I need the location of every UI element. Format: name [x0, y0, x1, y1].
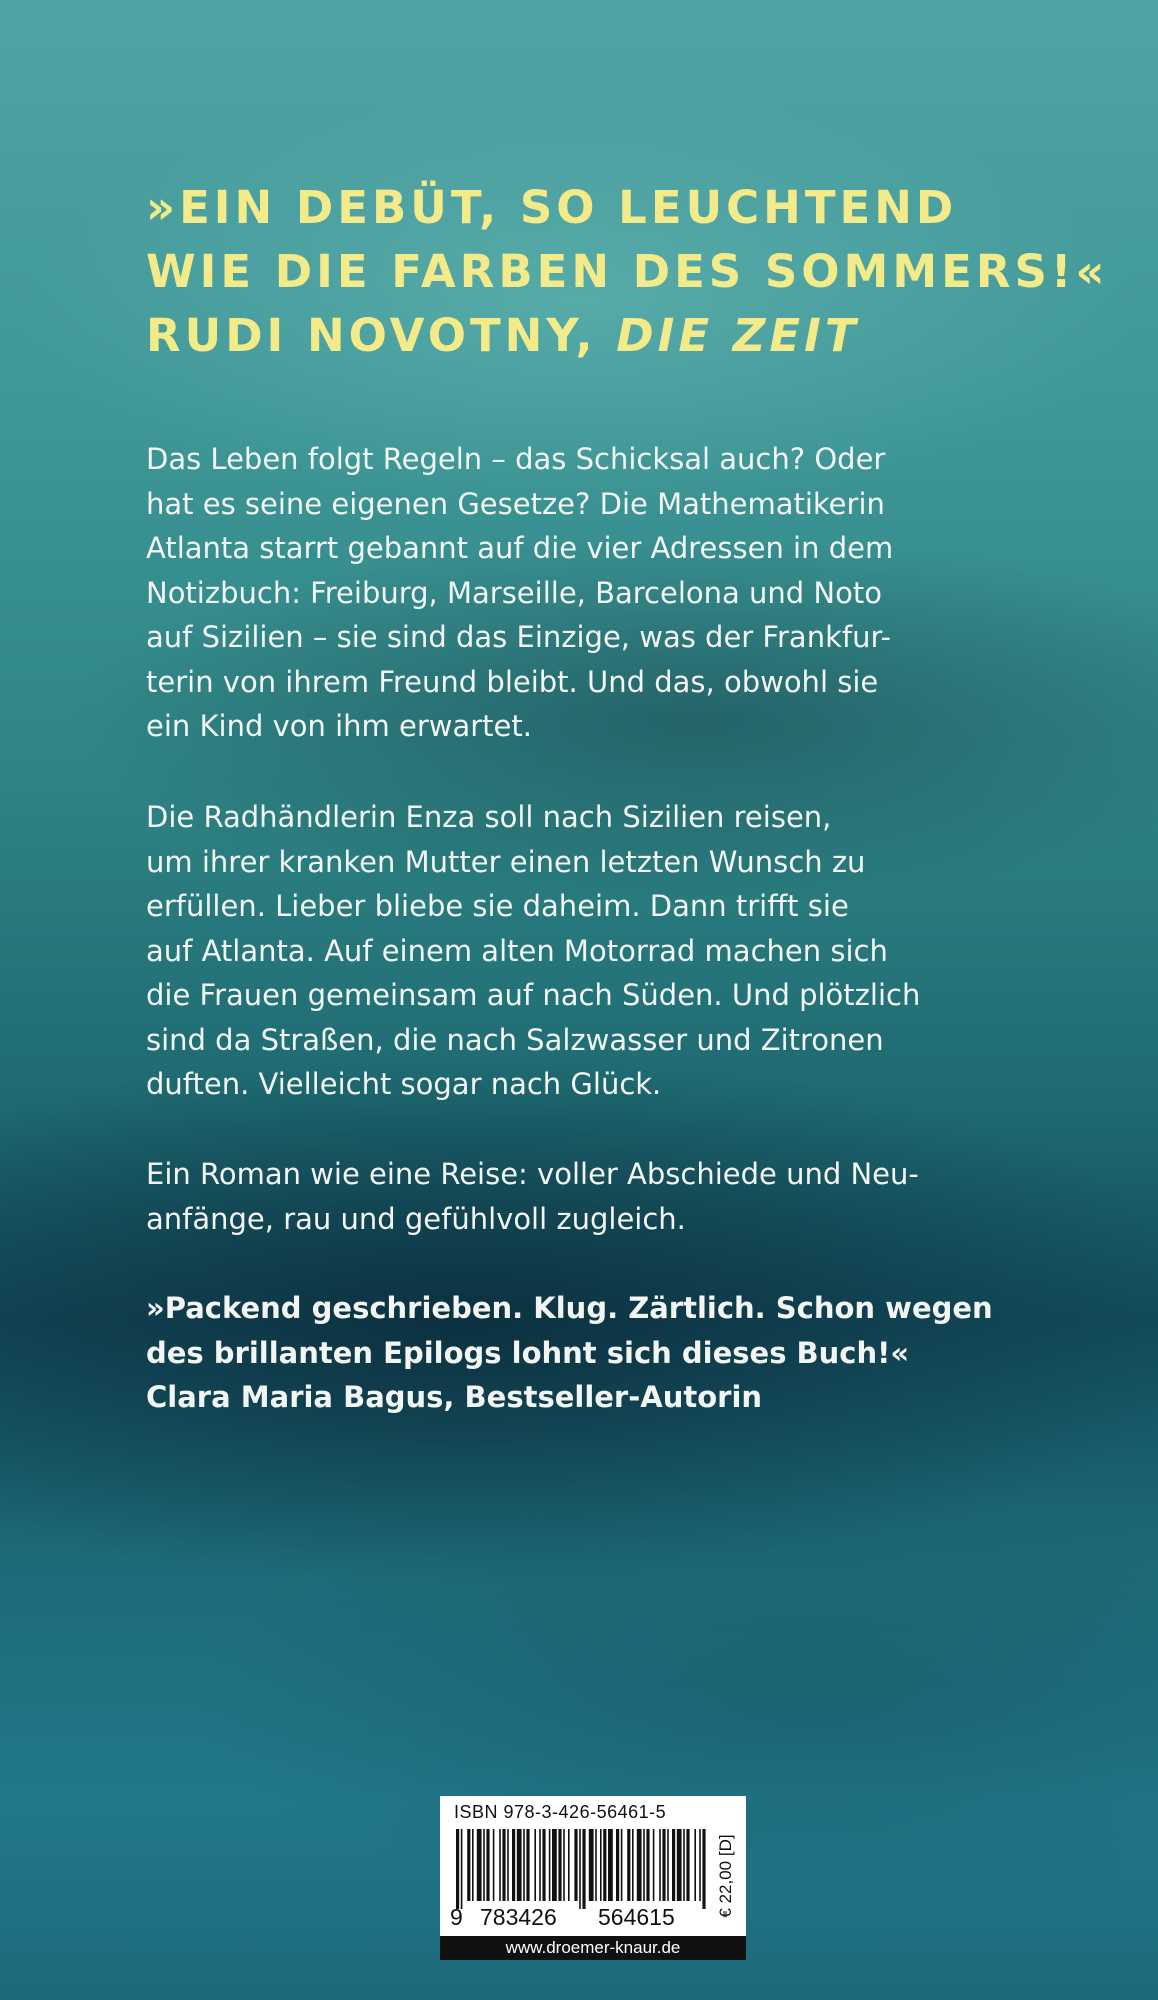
- blurb-line: sind da Straßen, die nach Salzwasser und Zitronen: [146, 1022, 884, 1057]
- barcode-bar: [512, 1829, 515, 1901]
- blurb-paragraph-2: [146, 795, 1046, 1107]
- barcode-bar: [621, 1829, 623, 1901]
- barcode-bar: [699, 1829, 701, 1901]
- isbn-barcode-label: [440, 1796, 746, 1960]
- barcode-bar: [616, 1829, 619, 1901]
- barcode-bar: [456, 1829, 459, 1909]
- blurb-line: terin von ihrem Freund bleibt. Und das, obwohl sie: [146, 664, 879, 699]
- publisher-website: www.droemer-knaur.de: [505, 1938, 681, 1957]
- barcode-bar: [574, 1829, 577, 1901]
- barcode-bar: [526, 1829, 529, 1901]
- isbn-number: ISBN 978-3-426-56461-5: [454, 1802, 667, 1822]
- quote-attribution: Clara Maria Bagus, Bestseller-Autorin: [146, 1380, 763, 1414]
- barcode-bar: [683, 1829, 685, 1901]
- barcode-bar: [603, 1829, 606, 1901]
- barcode-bar: [608, 1829, 613, 1901]
- barcode-bar: [493, 1829, 495, 1901]
- barcode-bar: [517, 1829, 522, 1901]
- barcode-bar: [627, 1829, 630, 1901]
- barcode-bar: [646, 1829, 649, 1901]
- barcode-bar: [672, 1829, 675, 1901]
- barcode-bar: [502, 1829, 505, 1901]
- blurb-line: ein Kind von ihm erwartet.: [146, 709, 532, 743]
- barcode-bar: [637, 1829, 642, 1901]
- headline-line-1: »EIN DEBÜT, SO LEUCHTEND: [146, 181, 958, 234]
- blurb-line: Notizbuch: Freiburg, Marseille, Barcelona und Noto: [146, 575, 882, 610]
- headline-author: RUDI NOVOTNY,: [146, 309, 617, 362]
- publisher-website-bar: [440, 1936, 746, 1960]
- blurb-line: Das Leben folgt Regeln – das Schicksal auch? Oder: [146, 442, 886, 476]
- barcode-bar: [600, 1829, 602, 1901]
- barcode-bar: [653, 1829, 655, 1901]
- blurb-line: auf Atlanta. Auf einem alten Motorrad machen sich: [146, 933, 888, 968]
- price-text: € 22,00 [D]: [716, 1834, 735, 1918]
- barcode-bar: [507, 1829, 509, 1901]
- barcode-bar: [662, 1829, 665, 1901]
- barcode-bar: [558, 1829, 561, 1901]
- quote-line: des brillanten Epilogs lohnt sich dieses Buch!«: [146, 1335, 910, 1370]
- barcode-bar: [542, 1829, 545, 1901]
- blurb-line: die Frauen gemeinsam auf nach Süden. Und plötzlich: [146, 978, 921, 1012]
- barcode-bar: [461, 1829, 463, 1909]
- barcode-bar: [568, 1829, 570, 1901]
- barcode-bar: [486, 1829, 489, 1901]
- barcode-bar: [534, 1829, 536, 1901]
- blurb-line: auf Sizilien – sie sind das Einzige, was der Frankfur-: [146, 620, 891, 654]
- blurb-line: Die Radhändlerin Enza soll nach Sizilien reisen,: [146, 800, 832, 834]
- barcode-bar: [499, 1829, 501, 1901]
- blurb-line: erfüllen. Lieber bliebe sie daheim. Dann trifft sie: [146, 889, 849, 923]
- barcode-bar: [539, 1829, 541, 1901]
- barcode-bar: [694, 1829, 696, 1901]
- barcode-bar: [632, 1829, 634, 1901]
- barcode-bar: [563, 1829, 565, 1901]
- blurb-line: hat es seine eigenen Gesetze? Die Mathematikerin: [146, 486, 885, 521]
- blurb-line: anfänge, rau und gefühlvoll zugleich.: [146, 1201, 686, 1236]
- barcode-bar: [659, 1829, 661, 1901]
- barcode-digits-group-2: 564615: [598, 1904, 675, 1930]
- price-label: [716, 1826, 736, 1926]
- barcode-bar: [549, 1829, 551, 1901]
- barcode-bar: [523, 1829, 525, 1901]
- barcode-bar: [677, 1829, 682, 1901]
- quote-line: »Packend geschrieben. Klug. Zärtlich. Schon wegen: [146, 1291, 993, 1325]
- barcode-bar: [582, 1829, 585, 1909]
- barcode-bar: [702, 1829, 705, 1909]
- endorsement-quote: [146, 1286, 1046, 1420]
- barcode-digits-group-1: 783426: [480, 1904, 557, 1930]
- barcode-bar: [595, 1829, 597, 1901]
- barcode-bar: [667, 1829, 669, 1901]
- barcode-bar: [686, 1829, 689, 1901]
- barcode-bar: [589, 1829, 594, 1901]
- ean-barcode: [454, 1829, 710, 1909]
- headline-source: DIE ZEIT: [616, 309, 860, 362]
- barcode-bar: [579, 1829, 581, 1909]
- blurb-line: um ihrer kranken Mutter einen letzten Wunsch zu: [146, 844, 866, 879]
- blurb-line: Ein Roman wie eine Reise: voller Abschiede und Neu-: [146, 1157, 919, 1191]
- headline-line-2: WIE DIE FARBEN DES SOMMERS!«: [146, 245, 1109, 298]
- press-quote-headline: [146, 176, 1109, 368]
- blurb-paragraph-3: [146, 1152, 1046, 1241]
- headline-attribution: [146, 304, 1046, 368]
- barcode-bar: [483, 1829, 485, 1901]
- barcode-bar: [643, 1829, 645, 1901]
- barcode-bar: [472, 1829, 474, 1901]
- barcode-digit-first: 9: [450, 1904, 463, 1930]
- barcode-bar: [467, 1829, 470, 1901]
- blurb-line: Atlanta starrt gebannt auf die vier Adressen in dem: [146, 531, 894, 565]
- blurb-line: duften. Vielleicht sogar nach Glück.: [146, 1067, 662, 1101]
- blurb-paragraph-1: [146, 437, 1046, 749]
- barcode-bar: [477, 1829, 482, 1901]
- barcode-bar: [552, 1829, 557, 1901]
